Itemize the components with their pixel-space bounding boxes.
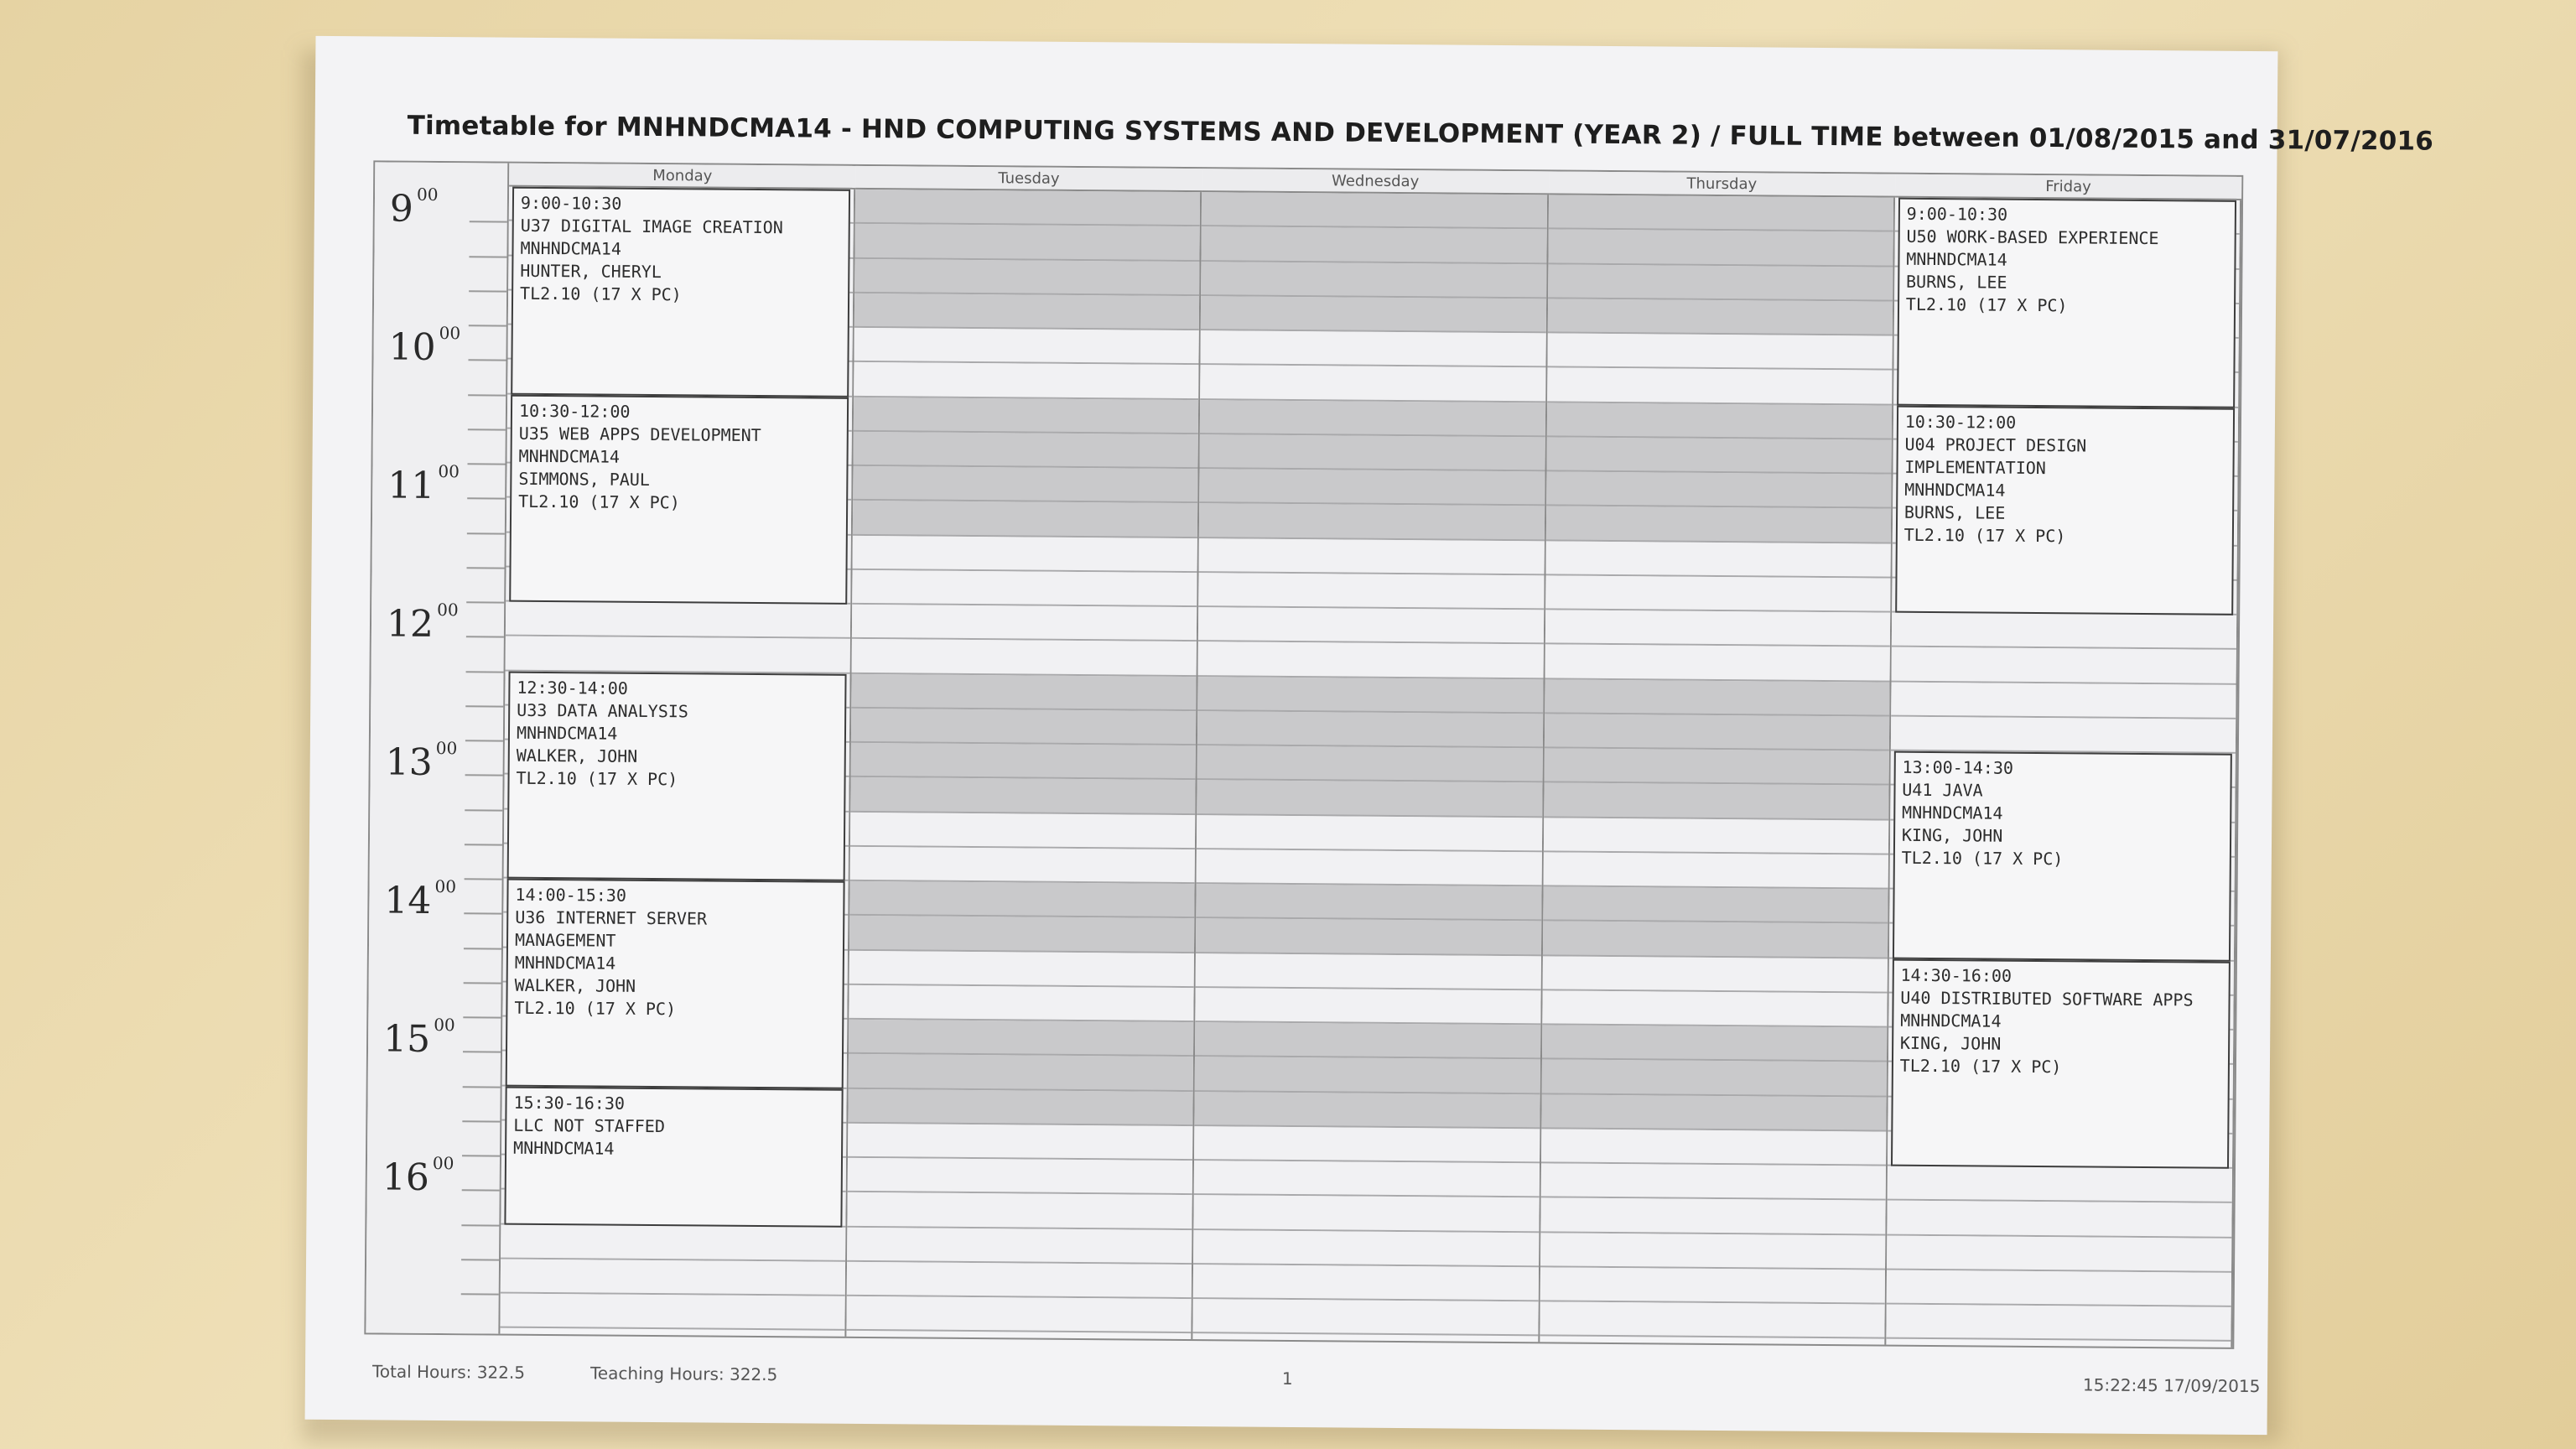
day-column-tuesday	[847, 190, 1202, 1339]
time-tick	[465, 740, 503, 741]
time-slot[interactable]	[853, 501, 1197, 538]
event-line: MNHNDCMA14	[516, 722, 618, 744]
time-slot[interactable]	[1545, 679, 1889, 716]
time-slot[interactable]	[1196, 918, 1540, 955]
time-slot[interactable]	[848, 1124, 1192, 1161]
time-slot[interactable]	[1195, 1022, 1540, 1059]
time-slot[interactable]	[853, 466, 1197, 503]
event-line: U41 JAVA	[1902, 779, 1983, 801]
event-block[interactable]	[1893, 751, 2232, 962]
hour-label: 9 $^{00}$	[389, 184, 439, 231]
time-slot[interactable]	[1200, 469, 1545, 506]
time-slot[interactable]	[1198, 677, 1543, 714]
timetable-sheet	[305, 36, 2434, 1435]
time-slot[interactable]	[1197, 711, 1542, 748]
time-slot[interactable]	[1544, 783, 1888, 820]
event-block[interactable]	[504, 1086, 843, 1227]
time-slot[interactable]	[1199, 573, 1544, 610]
event-block[interactable]	[1895, 405, 2235, 615]
time-slot[interactable]	[1540, 1301, 1884, 1338]
time-slot[interactable]	[1201, 365, 1545, 402]
time-slot[interactable]	[1196, 988, 1540, 1025]
hour-label: 15 $^{00}$	[382, 1014, 455, 1061]
time-slot[interactable]	[1887, 1235, 2231, 1272]
time-slot[interactable]	[1196, 953, 1540, 990]
time-slot[interactable]	[1194, 1126, 1539, 1163]
event-line: WALKER, JOHN	[516, 745, 638, 766]
event-line: MNHNDCMA14	[1902, 802, 2003, 823]
time-slot[interactable]	[851, 673, 1196, 710]
event-line: 9:00-10:30	[1906, 203, 2008, 225]
time-slot[interactable]	[1195, 1057, 1540, 1093]
time-tick	[465, 878, 502, 880]
time-tick	[468, 394, 506, 396]
time-tick	[466, 636, 504, 638]
time-slot[interactable]	[500, 1294, 844, 1331]
time-slot[interactable]	[1546, 471, 1891, 508]
time-tick	[464, 982, 501, 984]
footer-page-number: 1	[1281, 1368, 1293, 1389]
event-block[interactable]	[507, 671, 847, 881]
time-slot[interactable]	[1202, 192, 1546, 229]
event-line: IMPLEMENTATION	[1904, 456, 2047, 478]
event-line: TL2.10 (17 X PC)	[1899, 1055, 2062, 1077]
time-slot[interactable]	[854, 258, 1199, 295]
event-line: MNHNDCMA14	[1906, 248, 2007, 270]
time-slot[interactable]	[847, 1296, 1192, 1333]
time-slot[interactable]	[1545, 575, 1890, 612]
time-slot[interactable]	[1886, 1305, 2231, 1342]
time-slot[interactable]	[849, 1088, 1193, 1125]
time-column	[366, 162, 509, 1333]
time-slot[interactable]	[1547, 368, 1892, 405]
event-line: SIMMONS, PAUL	[518, 468, 651, 490]
hour-label: 16 $^{00}$	[382, 1152, 454, 1199]
time-slot[interactable]	[1195, 1092, 1540, 1129]
time-slot[interactable]	[854, 293, 1199, 330]
time-slot[interactable]	[1545, 645, 1889, 682]
time-slot[interactable]	[853, 535, 1197, 572]
day-column-monday	[500, 187, 855, 1337]
event-block[interactable]	[1891, 958, 2231, 1169]
time-slot[interactable]	[855, 190, 1200, 226]
time-tick	[462, 1155, 500, 1156]
event-line: MNHNDCMA14	[514, 952, 616, 974]
time-tick	[465, 809, 502, 811]
time-slot[interactable]	[855, 224, 1200, 261]
event-line: 15:30-16:30	[513, 1092, 626, 1114]
time-slot[interactable]	[1541, 1094, 1886, 1131]
time-slot[interactable]	[851, 743, 1196, 780]
time-slot[interactable]	[1197, 780, 1542, 817]
time-slot[interactable]	[506, 636, 850, 673]
time-slot[interactable]	[1198, 607, 1543, 644]
time-slot[interactable]	[849, 916, 1194, 953]
event-line: MNHNDCMA14	[1904, 479, 2006, 501]
time-slot[interactable]	[852, 570, 1197, 607]
time-slot[interactable]	[1543, 922, 1888, 958]
event-line: TL2.10 (17 X PC)	[516, 767, 678, 789]
event-line: WALKER, JOHN	[514, 974, 636, 996]
time-slot[interactable]	[849, 950, 1194, 987]
time-slot[interactable]	[1891, 682, 2236, 719]
time-slot[interactable]	[1548, 230, 1893, 267]
hour-label: 12 $^{00}$	[386, 599, 459, 646]
event-line: KING, JOHN	[1901, 824, 2003, 846]
footer-teaching-hours: Teaching Hours: 322.5	[589, 1363, 778, 1385]
time-slot[interactable]	[1197, 745, 1542, 782]
time-slot[interactable]	[1886, 1270, 2231, 1306]
event-line: TL2.10 (17 X PC)	[1905, 293, 2068, 316]
time-tick	[466, 601, 504, 603]
time-slot[interactable]	[1197, 849, 1541, 886]
event-block[interactable]	[506, 879, 845, 1089]
time-tick	[463, 1086, 501, 1088]
time-slot[interactable]	[1548, 264, 1893, 301]
day-header-monday: Monday	[509, 164, 855, 190]
hour-label: 11 $^{00}$	[387, 460, 460, 507]
event-line: TL2.10 (17 X PC)	[1901, 847, 2064, 870]
event-line: TL2.10 (17 X PC)	[514, 997, 677, 1020]
time-slot[interactable]	[1194, 1161, 1539, 1197]
day-column-thursday	[1540, 195, 1895, 1344]
time-tick	[468, 428, 506, 430]
day-column-friday	[1886, 198, 2241, 1348]
time-slot[interactable]	[849, 985, 1194, 1022]
time-tick	[461, 1224, 499, 1226]
time-slot[interactable]	[501, 1259, 845, 1296]
time-tick	[462, 1189, 500, 1191]
time-slot[interactable]	[1547, 299, 1892, 335]
event-line: 10:30-12:00	[1904, 411, 2017, 433]
time-slot[interactable]	[1543, 852, 1888, 889]
time-tick	[465, 844, 502, 845]
event-line: BURNS, LEE	[1903, 501, 2006, 523]
time-slot[interactable]	[1542, 1025, 1887, 1062]
time-slot[interactable]	[854, 328, 1199, 365]
time-slot[interactable]	[1540, 1198, 1885, 1235]
time-tick	[464, 948, 501, 949]
event-line: 14:30-16:00	[1900, 964, 2012, 986]
time-slot[interactable]	[1891, 647, 2236, 684]
hour-label: 13 $^{00}$	[385, 737, 458, 784]
event-line: MNHNDCMA14	[520, 237, 622, 259]
event-line: U36 INTERNET SERVER	[515, 906, 708, 929]
time-slot[interactable]	[1545, 506, 1890, 543]
time-tick	[468, 360, 506, 361]
time-tick	[469, 256, 506, 257]
day-column-wednesday	[1193, 192, 1549, 1342]
time-slot[interactable]	[1542, 956, 1887, 993]
event-line: 13:00-14:30	[1902, 756, 2014, 778]
hour-label: 14 $^{00}$	[384, 875, 457, 922]
time-slot[interactable]	[1202, 262, 1546, 299]
event-line: MNHNDCMA14	[513, 1137, 615, 1159]
footer-total-hours: Total Hours: 322.5	[371, 1361, 526, 1383]
time-tick	[469, 325, 506, 326]
timetable-grid	[364, 160, 2243, 1348]
time-slot[interactable]	[1194, 1195, 1539, 1232]
time-slot[interactable]	[1546, 402, 1891, 439]
time-slot[interactable]	[1544, 714, 1888, 750]
event-line: MNHNDCMA14	[518, 445, 621, 467]
day-header-friday: Friday	[1895, 174, 2241, 200]
event-line: HUNTER, CHERYL	[520, 260, 662, 283]
time-slot[interactable]	[1544, 748, 1888, 785]
time-tick	[463, 1052, 501, 1053]
time-tick	[461, 1259, 499, 1260]
time-slot[interactable]	[848, 1158, 1192, 1195]
time-tick	[469, 290, 506, 292]
time-slot[interactable]	[1542, 990, 1887, 1027]
time-slot[interactable]	[1197, 815, 1541, 852]
event-line: 14:00-15:30	[515, 884, 627, 906]
day-header-wednesday: Wednesday	[1202, 169, 1548, 195]
event-line: TL2.10 (17 X PC)	[1903, 524, 2066, 546]
time-slot[interactable]	[1199, 503, 1544, 540]
event-line: 12:30-14:00	[517, 677, 628, 699]
time-slot[interactable]	[1541, 1129, 1886, 1166]
event-line: BURNS, LEE	[1905, 271, 2007, 293]
time-slot[interactable]	[1200, 400, 1545, 437]
time-tick	[465, 705, 503, 707]
time-slot[interactable]	[1892, 613, 2236, 650]
time-slot[interactable]	[1540, 1267, 1884, 1304]
time-slot[interactable]	[1193, 1299, 1538, 1336]
time-slot[interactable]	[851, 709, 1196, 745]
time-slot[interactable]	[1201, 296, 1545, 333]
time-slot[interactable]	[1545, 610, 1889, 647]
time-tick	[464, 913, 501, 915]
time-slot[interactable]	[506, 602, 850, 639]
event-line: KING, JOHN	[1899, 1032, 2002, 1054]
time-tick	[470, 221, 507, 223]
time-slot[interactable]	[1891, 716, 2236, 753]
time-slot[interactable]	[1200, 434, 1545, 471]
time-slot[interactable]	[1543, 886, 1888, 923]
event-line: U40 DISTRIBUTED SOFTWARE APPS	[1900, 987, 2194, 1010]
time-slot[interactable]	[849, 881, 1194, 918]
footer-timestamp: 15:22:45 17/09/2015	[2082, 1374, 2261, 1397]
time-tick	[462, 1120, 500, 1122]
event-line: U33 DATA ANALYSIS	[517, 699, 689, 721]
time-slot[interactable]	[850, 847, 1195, 884]
time-slot[interactable]	[1193, 1230, 1538, 1267]
day-header-tuesday: Tuesday	[855, 166, 1202, 192]
time-slot[interactable]	[1202, 226, 1546, 263]
event-line: 10:30-12:00	[518, 400, 631, 422]
event-line: U35 WEB APPS DEVELOPMENT	[518, 423, 761, 445]
time-slot[interactable]	[852, 639, 1197, 676]
time-slot[interactable]	[850, 777, 1195, 814]
time-tick	[461, 1293, 499, 1295]
event-block[interactable]	[511, 187, 850, 397]
time-slot[interactable]	[1887, 1201, 2231, 1238]
time-tick	[465, 775, 503, 776]
event-line: U50 WORK-BASED EXPERIENCE	[1906, 226, 2159, 249]
time-slot[interactable]	[848, 1192, 1192, 1229]
time-slot[interactable]	[1197, 884, 1541, 921]
timetable-title: Timetable for MNHNDCMA14 - HND COMPUTING SYSTEMS AND DEVELOPMENT (YEAR 2) / FULL TIME between 01/08/2015 and 31/07/2016	[407, 110, 2434, 157]
time-slot[interactable]	[1199, 538, 1544, 575]
time-slot[interactable]	[849, 1054, 1193, 1091]
event-block[interactable]	[509, 394, 849, 605]
event-line: 9:00-10:30	[520, 192, 622, 214]
hour-label: 10 $^{00}$	[388, 323, 461, 369]
event-line: U37 DIGITAL IMAGE CREATION	[520, 215, 783, 238]
time-slot[interactable]	[1540, 1233, 1885, 1270]
event-line: LLC NOT STAFFED	[513, 1114, 666, 1136]
time-slot[interactable]	[1887, 1166, 2231, 1203]
time-slot[interactable]	[1545, 541, 1890, 578]
time-slot[interactable]	[1546, 437, 1891, 474]
time-slot[interactable]	[847, 1227, 1192, 1264]
time-slot[interactable]	[1201, 330, 1545, 367]
time-slot[interactable]	[850, 812, 1195, 849]
time-slot[interactable]	[852, 605, 1197, 641]
event-line: MNHNDCMA14	[1900, 1010, 2002, 1031]
time-tick	[466, 671, 504, 673]
time-slot[interactable]	[1547, 333, 1892, 370]
time-slot[interactable]	[1541, 1060, 1886, 1097]
time-slot[interactable]	[1193, 1265, 1538, 1301]
event-line: TL2.10 (17 X PC)	[518, 491, 680, 512]
time-tick	[468, 463, 506, 465]
time-tick	[467, 498, 505, 500]
time-slot[interactable]	[1548, 195, 1893, 231]
time-tick	[467, 532, 505, 534]
event-line: TL2.10 (17 X PC)	[520, 283, 682, 305]
time-slot[interactable]	[1540, 1163, 1885, 1200]
time-slot[interactable]	[1198, 641, 1543, 678]
time-slot[interactable]	[501, 1224, 845, 1261]
time-slot[interactable]	[854, 397, 1198, 434]
time-slot[interactable]	[847, 1262, 1192, 1299]
time-slot[interactable]	[1544, 818, 1888, 854]
time-slot[interactable]	[854, 432, 1198, 469]
event-block[interactable]	[1897, 198, 2236, 408]
time-tick	[467, 567, 505, 569]
time-slot[interactable]	[854, 362, 1198, 399]
event-line: MANAGEMENT	[514, 929, 616, 951]
time-tick	[463, 1016, 501, 1018]
event-line: U04 PROJECT DESIGN	[1904, 434, 2087, 455]
time-slot[interactable]	[849, 1020, 1193, 1057]
day-header-thursday: Thursday	[1549, 171, 1895, 197]
